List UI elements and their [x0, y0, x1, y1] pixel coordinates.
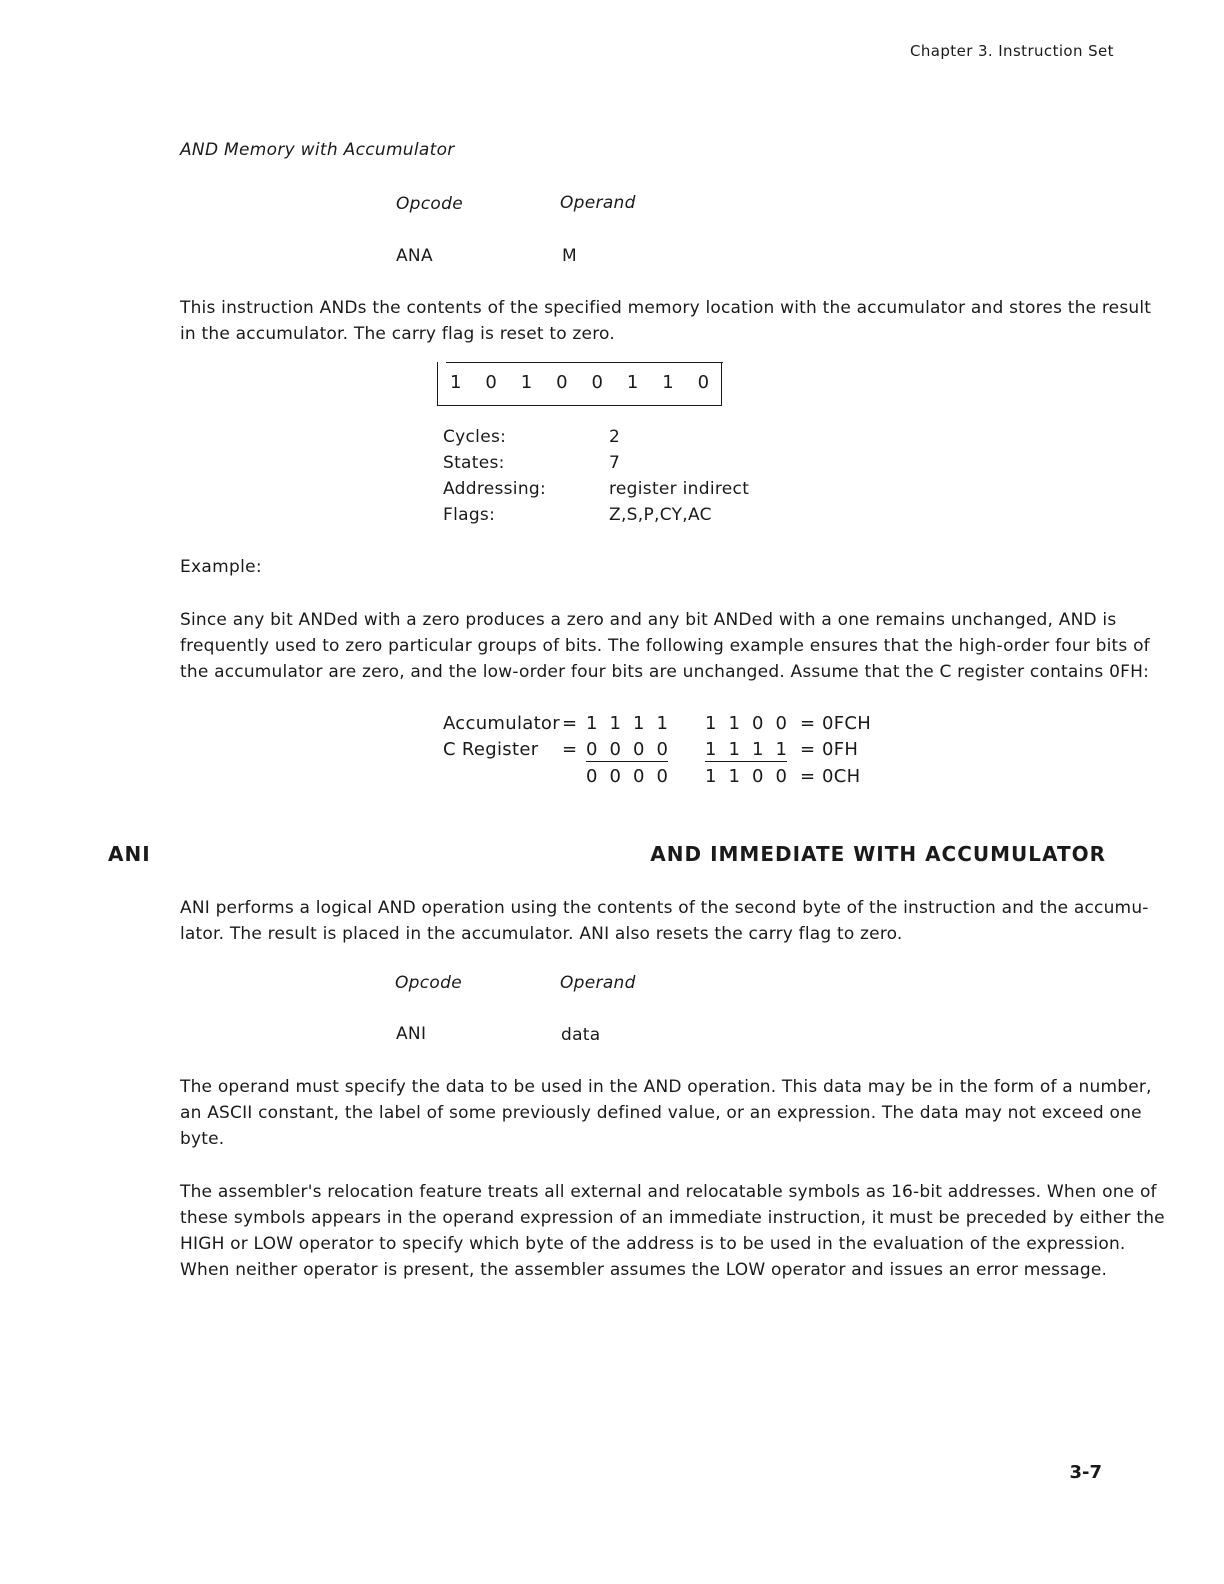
- calc-high-nibble: [586, 766, 668, 787]
- calc-bit: 0: [633, 739, 645, 760]
- bit: 0: [591, 372, 603, 393]
- calc-bit: 0: [609, 766, 621, 787]
- calc-bit: 0: [775, 766, 787, 787]
- opcode-label: Opcode: [395, 973, 462, 993]
- calc-result: 0FCH: [822, 713, 872, 734]
- calc-bit: 0: [752, 713, 764, 734]
- example-paragraph: [180, 607, 1150, 685]
- calc-bit: 1: [705, 766, 717, 787]
- bit: 0: [697, 372, 710, 393]
- paragraph-line: byte.: [180, 1129, 225, 1149]
- section-title: AND IMMEDIATE WITH ACCUMULATOR: [650, 842, 1106, 866]
- section-mnemonic: ANI: [108, 842, 151, 866]
- calc-bit: 0: [633, 766, 645, 787]
- bit: 1: [662, 372, 674, 393]
- bit: 1: [626, 372, 639, 393]
- opcode-bit-pattern: [437, 362, 722, 406]
- calc-result: 0FH: [822, 739, 859, 760]
- paragraph-line: lator. The result is placed in the accumulator. ANI also resets the carry flag to zero.: [180, 924, 903, 944]
- calc-row-label: C Register: [443, 739, 539, 760]
- paragraph-line: frequently used to zero particular groups of bits. The following example ensures that the high-order four bits of: [180, 636, 1150, 656]
- calc-low-nibble: [705, 713, 787, 734]
- paragraph-line: these symbols appears in the operand expression of an immediate instruction, it must be preceded by either the: [180, 1208, 1165, 1228]
- calc-equals: =: [800, 713, 816, 734]
- ana-description: [180, 295, 1152, 347]
- info-value: 7: [609, 453, 621, 473]
- calc-bit: 0: [586, 766, 598, 787]
- operand-value: M: [562, 246, 577, 266]
- bit: 1: [449, 372, 462, 393]
- info-label: States:: [443, 453, 505, 473]
- calc-operator: =: [562, 713, 578, 734]
- paragraph-line: This instruction ANDs the contents of the specified memory location with the accumulator and stores the result: [180, 298, 1152, 318]
- calc-bit: 1: [633, 713, 645, 734]
- calc-bit: 0: [752, 766, 764, 787]
- info-value: Z,S,P,CY,AC: [609, 505, 712, 525]
- calc-result: 0CH: [822, 766, 861, 787]
- calc-bit: 1: [728, 766, 740, 787]
- paragraph-line: When neither operator is present, the assembler assumes the LOW operator and issues an error message.: [180, 1260, 1108, 1280]
- calc-bit: 1: [609, 713, 621, 734]
- paragraph-line: in the accumulator. The carry flag is reset to zero.: [180, 324, 615, 344]
- calc-bit: 1: [705, 739, 717, 760]
- info-label: Cycles:: [443, 427, 507, 447]
- calc-bit: 0: [656, 739, 668, 760]
- page-number: 3-7: [1069, 1462, 1102, 1483]
- calc-operator: =: [562, 739, 578, 760]
- calc-bit: 1: [656, 713, 668, 734]
- running-header: Chapter 3. Instruction Set: [910, 42, 1114, 60]
- paragraph-line: ANI performs a logical AND operation using the contents of the second byte of the instruction and the accumu-: [180, 898, 1149, 918]
- calc-bit: 1: [775, 739, 787, 760]
- paragraph-line: The operand must specify the data to be used in the AND operation. This data may be in the form of a number,: [180, 1077, 1152, 1097]
- info-value: register indirect: [609, 479, 750, 499]
- subsection-title: AND Memory with Accumulator: [180, 140, 455, 160]
- bit: 1: [520, 372, 533, 393]
- paragraph-line: the accumulator are zero, and the low-order four bits are unchanged. Assume that the C register contains 0FH:: [180, 662, 1150, 682]
- calc-bit: 0: [609, 739, 621, 760]
- opcode-value: ANA: [396, 246, 433, 266]
- calc-bit: 1: [728, 739, 740, 760]
- calc-bit: 1: [586, 713, 598, 734]
- calc-bit: 1: [705, 713, 717, 734]
- calc-bit: 0: [586, 739, 598, 760]
- operand-value: data: [561, 1025, 601, 1045]
- example-label: Example:: [180, 557, 262, 577]
- opcode-label: Opcode: [396, 194, 463, 214]
- bit: 0: [485, 372, 497, 393]
- calc-equals: =: [800, 766, 816, 787]
- calc-high-nibble: [586, 713, 668, 734]
- calc-bit: 1: [728, 713, 740, 734]
- calc-bit: 1: [752, 739, 764, 760]
- paragraph-line: an ASCII constant, the label of some previously defined value, or an expression. The data may not exceed one: [180, 1103, 1142, 1123]
- bit: 0: [556, 372, 568, 393]
- info-value: 2: [609, 427, 621, 447]
- calc-row-label: Accumulator: [443, 713, 560, 734]
- operand-label: Operand: [560, 193, 636, 213]
- calc-bit: 0: [775, 713, 787, 734]
- paragraph-line: The assembler's relocation feature treats all external and relocatable symbols as 16-bit addresses. When one of: [180, 1182, 1157, 1202]
- calc-low-nibble: [705, 739, 787, 762]
- ani-relocation-paragraph: [180, 1179, 1165, 1283]
- ani-operand-paragraph: [180, 1074, 1152, 1152]
- opcode-value: ANI: [396, 1024, 427, 1044]
- paragraph-line: HIGH or LOW operator to specify which byte of the address is to be used in the evaluation of the expression.: [180, 1234, 1126, 1254]
- calc-equals: =: [800, 739, 816, 760]
- paragraph-line: Since any bit ANDed with a zero produces a zero and any bit ANDed with a one remains unchanged, AND is: [180, 610, 1117, 630]
- info-label: Flags:: [443, 505, 496, 525]
- bit-box-top-rule: [446, 362, 723, 363]
- ani-intro: [180, 895, 1149, 947]
- calc-low-nibble: [705, 766, 787, 787]
- operand-label: Operand: [560, 973, 636, 993]
- calc-high-nibble: [586, 739, 668, 762]
- info-label: Addressing:: [443, 479, 547, 499]
- calc-bit: 0: [656, 766, 668, 787]
